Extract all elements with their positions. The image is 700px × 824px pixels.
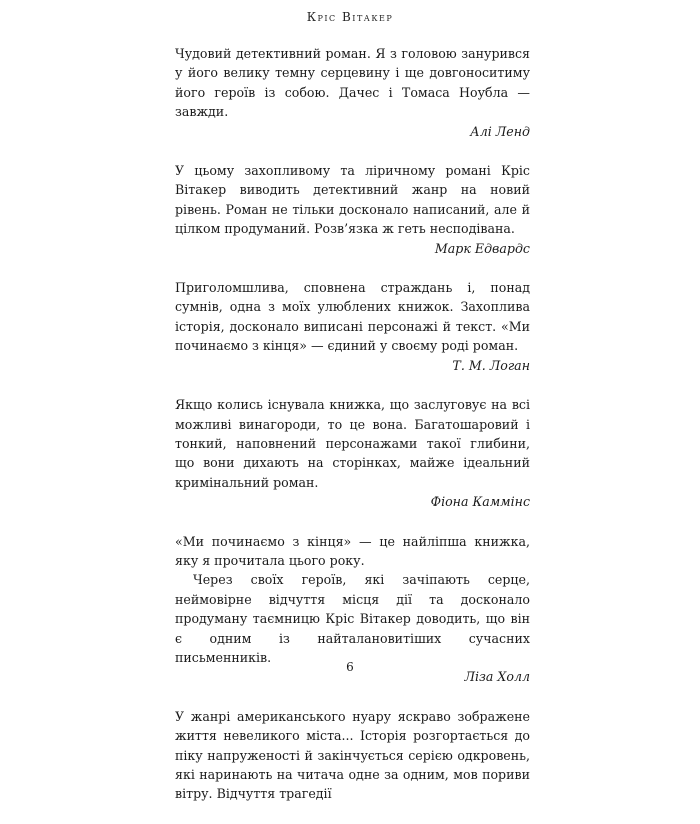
- review-author: Т. М. Логан: [452, 357, 530, 373]
- review-4: [175, 395, 530, 511]
- review-text: Приголомшлива, сповнена страждань і, понад сумнів, одна з моїх улюблених книжок. Захоплива історія, досконало виписані персонажі й текст. «Ми починаємо з кінця» — єдиний у своєму роді роман.: [175, 280, 530, 354]
- review-2: [175, 161, 530, 258]
- review-text: «Ми починаємо з кінця» — це найліпша книжка, яку я прочитала цього року.: [175, 533, 530, 568]
- reviews-column: [175, 44, 530, 824]
- page-number: 6: [346, 660, 354, 674]
- review-3: [175, 278, 530, 375]
- review-author: Ліза Холл: [464, 669, 530, 685]
- review-text: Чудовий детективний роман. Я з головою занурився у його велику темну серцевину і ще довгоноситиму його героїв із собою. Дачес і Томаса Ноубла — завжди.: [175, 46, 530, 120]
- review-author: Марк Едвардс: [434, 240, 530, 256]
- review-author: Фіона Каммінс: [430, 494, 530, 510]
- review-text: У жанрі американського нуару яскраво зображене життя невеликого міста... Історія розгортається до піку напруженості й закінчується серією одкровень, які наринають на читача одне за одним, мов пориви вітру. Відчуття трагедії: [175, 708, 530, 802]
- review-text-continued: Через своїх героїв, які зачіпають серце, неймовірне відчуття місця дії та досконало продуману таємницю Кріс Вітакер доводить, що він є одним із найталановитіших сучасних письменників.: [175, 572, 530, 665]
- running-head: Кріс Вітакер: [306, 10, 394, 24]
- review-6: [175, 707, 530, 804]
- review-author: Алі Ленд: [470, 123, 530, 139]
- review-1: [175, 44, 530, 141]
- review-text: У цьому захопливому та ліричному романі Кріс Вітакер виводить детективний жанр на новий рівень. Роман не тільки досконало написаний, але й цілком продуманий. Розв’язка ж геть несподівана.: [175, 163, 530, 237]
- review-text: Якщо колись існувала книжка, що заслуговує на всі можливі винагороди, то це вона. Багатошаровий і тонкий, наповнений персонажами такої глибини, що вони дихають на сторінках, майже ідеальний кримінальний роман.: [175, 397, 530, 490]
